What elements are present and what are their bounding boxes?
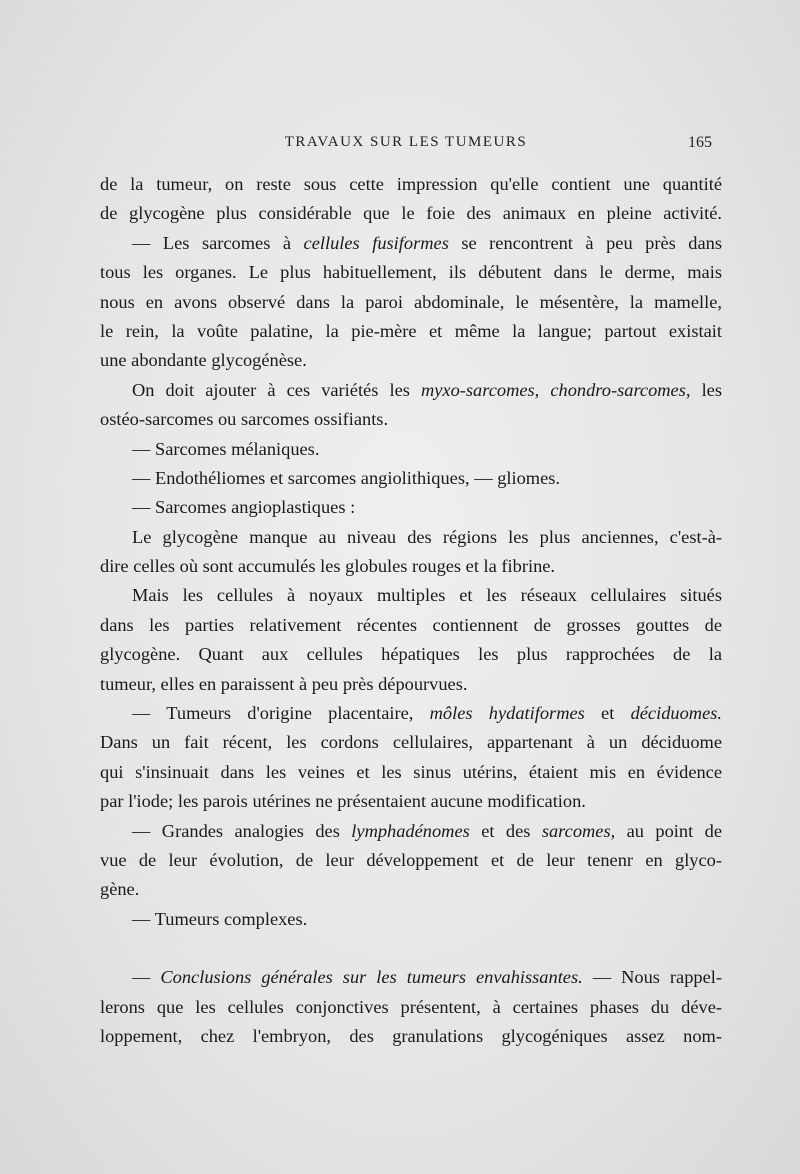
text-line: dire celles où sont accumulés les globules rouges et la fibrine. (100, 556, 556, 577)
text-line: dans les parties relativement récentes contiennent de grosses gouttes de (100, 614, 722, 635)
text-line: lerons que les cellules conjonctives présentent, à certaines phases du déve- (100, 996, 722, 1017)
text-line: le rein, la voûte palatine, la pie-mère et même la langue; partout existait (100, 320, 722, 341)
text-line: Le glycogène manque au niveau des régions les plus anciennes, c'est-à- (132, 526, 722, 547)
text-line: tous les organes. Le plus habituellement, ils débutent dans le derme, mais (100, 262, 722, 283)
text-line: — Conclusions générales sur les tumeurs envahissantes. — Nous rappel- (132, 967, 722, 988)
text-line: — Sarcomes mélaniques. (132, 438, 320, 459)
text-line: — Tumeurs d'origine placentaire, môles hydatiformes et déciduomes. (132, 703, 722, 724)
text-line: de glycogène plus considérable que le foie des animaux en pleine activité. (100, 203, 722, 224)
text-line: tumeur, elles en paraissent à peu près dépourvues. (100, 673, 468, 694)
text-line: Mais les cellules à noyaux multiples et les réseaux cellulaires situés (132, 585, 722, 606)
running-header (100, 134, 712, 158)
text-line: nous en avons observé dans la paroi abdominale, le mésentère, la mamelle, (100, 291, 722, 312)
running-title: TRAVAUX SUR LES TUMEURS (284, 134, 528, 150)
text-line: de la tumeur, on reste sous cette impression qu'elle contient une quantité (100, 174, 722, 194)
text-line: Dans un fait récent, les cordons cellulaires, appartenant à un déciduome (100, 732, 722, 753)
body-text (100, 170, 722, 1051)
text-line: loppement, chez l'embryon, des granulations glycogéniques assez nom- (100, 1025, 722, 1046)
text-line: une abondante glycogénèse. (100, 350, 307, 371)
text-line: — Sarcomes angioplastiques : (132, 497, 356, 518)
page-number: 165 (688, 134, 712, 151)
text-line: vue de leur évolution, de leur développement et de leur tenenr en glyco- (100, 849, 722, 870)
text-line: glycogène. Quant aux cellules hépatiques les plus rapprochées de la (100, 644, 722, 665)
paragraph-gap (100, 934, 722, 963)
text-line: gène. (100, 879, 140, 900)
text-line: ostéo-sarcomes ou sarcomes ossifiants. (100, 409, 389, 430)
text-line: — Tumeurs complexes. (132, 908, 308, 929)
text-line: — Les sarcomes à cellules fusiformes se rencontrent à peu près dans (132, 232, 722, 253)
text-line: — Endothéliomes et sarcomes angiolithiques, — gliomes. (132, 467, 561, 488)
text-line: par l'iode; les parois utérines ne présentaient aucune modification. (100, 791, 586, 812)
text-line: On doit ajouter à ces variétés les myxo-sarcomes, chondro-sarcomes, les (132, 379, 722, 400)
text-line: qui s'insinuait dans les veines et les sinus utérins, étaient mis en évidence (100, 761, 722, 782)
text-line: — Grandes analogies des lymphadénomes et des sarcomes, au point de (132, 820, 722, 841)
